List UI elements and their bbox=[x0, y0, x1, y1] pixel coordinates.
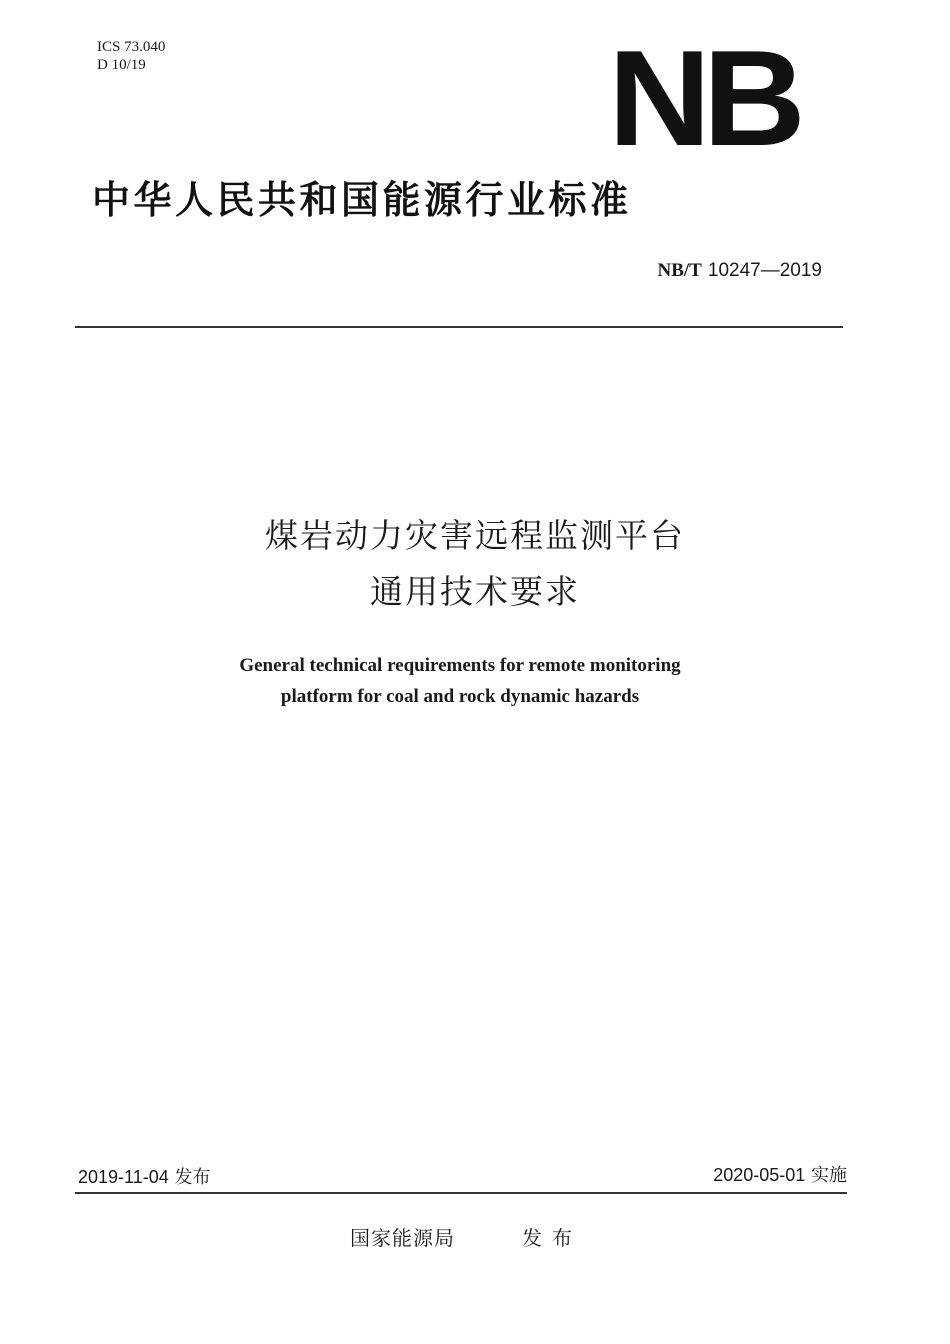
implementation-date: 2020-05-01 bbox=[713, 1165, 806, 1185]
publisher-action: 发布 bbox=[522, 1226, 582, 1250]
standard-code-number: 10247—2019 bbox=[707, 260, 822, 281]
issue-label: 发布 bbox=[174, 1167, 211, 1188]
issue-date-line bbox=[78, 1165, 210, 1190]
chinese-title bbox=[0, 508, 950, 620]
classification-codes bbox=[97, 38, 165, 74]
publisher-name: 国家能源局 bbox=[350, 1226, 455, 1250]
implementation-label: 实施 bbox=[811, 1165, 847, 1186]
bottom-divider bbox=[75, 1192, 847, 1194]
english-title-line-2: platform for coal and rock dynamic hazards bbox=[280, 686, 640, 707]
implementation-date-line bbox=[713, 1163, 847, 1188]
nb-logo: NB bbox=[608, 22, 798, 174]
issue-date: 2019-11-04 bbox=[78, 1167, 169, 1187]
chinese-title-line-2: 通用技术要求 bbox=[370, 572, 580, 611]
ccs-code: D 10/19 bbox=[97, 57, 146, 73]
ics-code: ICS 73.040 bbox=[97, 39, 166, 55]
top-divider bbox=[75, 326, 843, 328]
standard-code bbox=[657, 258, 822, 283]
english-title bbox=[0, 650, 920, 712]
english-title-line-1: General technical requirements for remote monitoring bbox=[239, 655, 681, 676]
standard-code-prefix: NB/T bbox=[657, 260, 702, 281]
standard-category-title: 中华人民共和国能源行业标准 bbox=[92, 178, 632, 222]
chinese-title-line-1: 煤岩动力灾害远程监测平台 bbox=[265, 516, 685, 555]
